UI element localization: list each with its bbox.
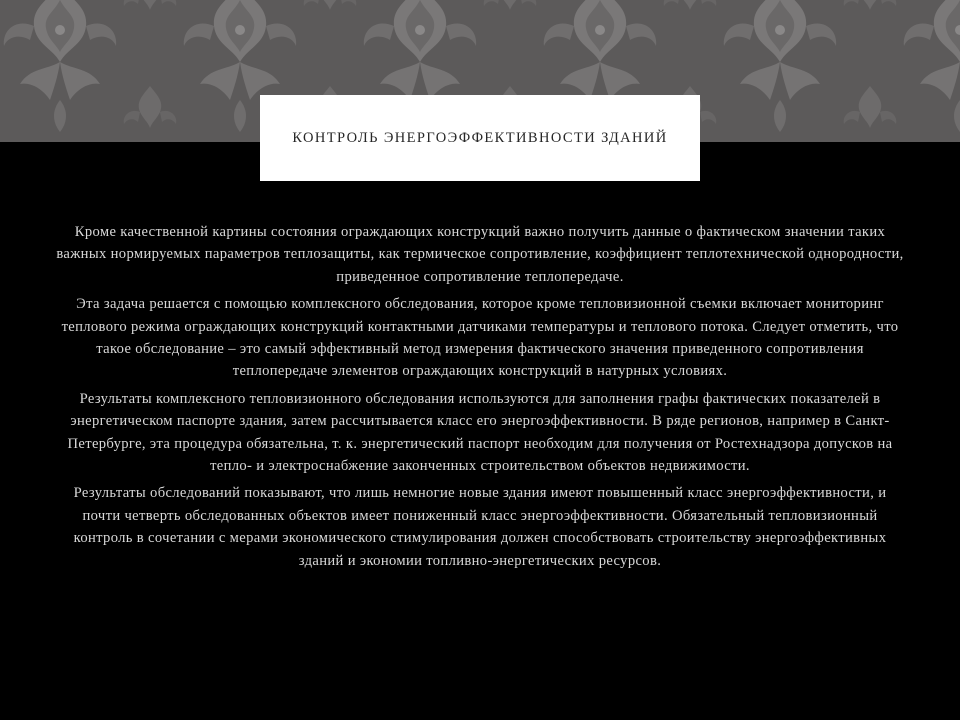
paragraph-3: Результаты комплексного тепловизионного обследования используются для заполнения графы фактических показателей в энергетическом паспорте здания, затем рассчитывается класс его энергоэффективности. В ряде регионов, например в Санкт-Петербурге, эта процедура обязательна, т. к. энергетический паспорт необходим для получения от Ростехнадзора допусков на тепло- и электроснабжение законченных строительством объектов недвижимости.	[67, 390, 893, 475]
paragraph-1: Кроме качественной картины состояния ограждающих конструкций важно получить данные о фактическом значении таких важных нормируемых параметров теплозащиты, как термическое сопротивление, коэффициент теплотехнической однородности, приведенное сопротивление теплопередаче.	[56, 224, 904, 285]
title-box	[260, 95, 700, 181]
slide-title: КОНТРОЛЬ ЭНЕРГОЭФФЕКТИВНОСТИ ЗДАНИЙ	[292, 130, 668, 146]
slide-body	[55, 221, 905, 577]
paragraph-4: Результаты обследований показывают, что лишь немногие новые здания имеют повышенный класс энергоэффективности, и почти четверть обследованных объектов имеет пониженный класс энергоэффективности. Обязательный тепловизионный контроль в сочетании с мерами экономического стимулирования должен способствовать строительству энергоэффективных зданий и экономии топливно-энергетических ресурсов.	[73, 485, 887, 569]
paragraph-2: Эта задача решается с помощью комплексного обследования, которое кроме тепловизионной съемки включает мониторинг теплового режима ограждающих конструкций контактными датчиками температуры и теплового потока. Следует отметить, что такое обследование – это самый эффективный метод измерения фактического значения приведенного сопротивления теплопередаче элементов ограждающих конструкций в натурных условиях.	[61, 296, 899, 380]
